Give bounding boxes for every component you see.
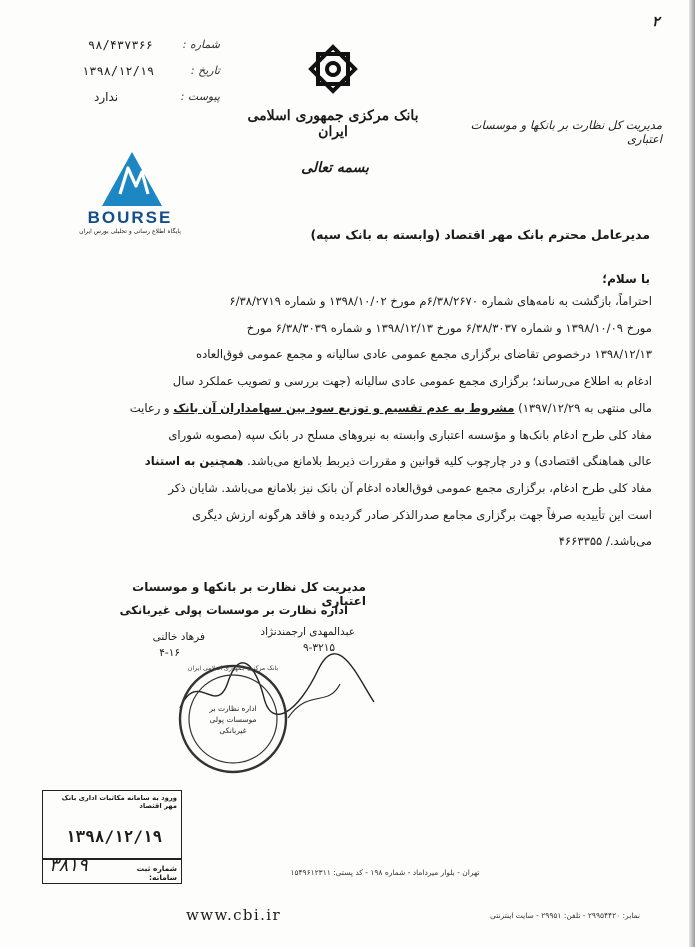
attachment-value: ندارد bbox=[94, 90, 119, 104]
bourse-logo bbox=[70, 150, 190, 240]
signature-office: اداره نظارت بر موسسات پولی غیربانکی bbox=[119, 603, 348, 617]
bourse-caption: پایگاه اطلاع رسانی و تحلیلی بورس ایران bbox=[79, 228, 181, 235]
received-stamp-reg-number: ۳۸۱۹ bbox=[49, 855, 88, 876]
footer-contact: نمابر: ۲۹۹۵۴۴۲۰ - تلفن: ۲۹۹۵۱ - سایت اینترنتی bbox=[489, 911, 640, 920]
signer-1-code: ۹-۳۲۱۵ bbox=[303, 642, 335, 654]
bank-name: بانک مرکزی جمهوری اسلامی ایران bbox=[247, 108, 419, 140]
scan-edge bbox=[689, 0, 695, 947]
body-line: ادغام به اطلاع می‌رساند؛ برگزاری مجمع عمومی عادی سالیانه (جهت بررسی و تصویب عملکرد سال bbox=[172, 374, 652, 389]
letter-meta bbox=[70, 36, 220, 114]
body-segment: مالی منتهی به ۱۳۹۷/۱۲/۲۹) bbox=[514, 400, 652, 415]
body-line bbox=[104, 448, 652, 475]
body-line: مفاد کلی طرح ادغام بانک‌ها و مؤسسه اعتباری وابسته به نیروهای مسلح در بانک سپه (مصوبه شورای bbox=[168, 427, 652, 442]
signer-2-name: فرهاد خالنی bbox=[152, 631, 205, 643]
letter-body bbox=[104, 288, 652, 555]
bourse-word: BOURSE bbox=[87, 208, 173, 227]
signer-2-code: ۴-۱۶ bbox=[159, 647, 180, 659]
body-segment: عالی هماهنگی اقتصادی) و در چارچوب کلیه قوانین و مقررات ذیربط بلامانع می‌باشد. bbox=[243, 454, 652, 469]
body-line bbox=[104, 395, 652, 422]
bismillah: بسمه تعالی bbox=[301, 160, 369, 176]
condition-highlight: مشروط به عدم تقسیم و توزیع سود بین سهامداران آن بانک bbox=[173, 400, 515, 415]
number-label: شماره : bbox=[182, 38, 220, 51]
date-value: ۱۳۹۸/۱۲/۱۹ bbox=[82, 64, 155, 78]
body-line: مورخ ۱۳۹۸/۱۰/۰۹ و شماره ۶/۳۸/۳۰۳۷ مورخ ۱۳۹۸/۱۲/۱۳ و شماره ۶/۳۸/۳۰۳۹ مورخ bbox=[246, 320, 652, 335]
footer-website: www.cbi.ir bbox=[186, 906, 282, 924]
body-line: مفاد کلی طرح ادغام، برگزاری مجمع عمومی فوق‌العاده ادغام آن بانک نیز بلامانع می‌باشد. شایان ذکر bbox=[168, 480, 652, 495]
round-stamp-outer-text: بانک مرکزی جمهوری اسلامی ایران bbox=[187, 665, 279, 672]
signer-1-name: عبدالمهدی ارجمندنژاد bbox=[260, 626, 355, 638]
received-stamp-date: ۱۳۹۸/۱۲/۱۹ bbox=[65, 827, 163, 846]
received-stamp-reg bbox=[42, 855, 182, 884]
date-label: تاریخ : bbox=[190, 64, 220, 77]
page-number: ۲ bbox=[652, 14, 660, 30]
attachment-label: پیوست : bbox=[180, 90, 220, 103]
footer-address: تهران - بلوار میرداماد - شماره ۱۹۸ - کد پستی: ۱۵۴۹۶۱۲۳۱۱ bbox=[290, 868, 480, 877]
round-stamp-inner-text: اداره نظارت بر موسسات پولی غیربانکی bbox=[209, 704, 257, 735]
department-title: مدیریت کل نظارت بر بانکها و موسسات اعتباری bbox=[470, 118, 662, 146]
body-line: ۱۳۹۸/۱۲/۱۳ درخصوص تقاضای برگزاری مجمع عمومی عادی سالیانه و مجمع عمومی فوق‌العاده bbox=[196, 347, 652, 362]
body-segment: و رعایت bbox=[129, 400, 174, 415]
official-round-stamp bbox=[177, 663, 289, 775]
number-value: ۹۸/۴۳۷۳۶۶ bbox=[88, 38, 154, 52]
central-bank-emblem-icon bbox=[308, 44, 358, 94]
bourse-triangle-icon bbox=[100, 150, 164, 208]
body-line: است این تأییدیه صرفاً جهت برگزاری مجامع صدرالذکر صادر گردیده و فاقد هرگونه ارزش دیگری bbox=[192, 507, 652, 522]
received-stamp bbox=[42, 790, 182, 860]
received-stamp-title: ورود به سامانه مکاتبات اداری بانک مهر اقتصاد bbox=[61, 794, 177, 810]
received-stamp-reg-label: شماره ثبت سامانه: bbox=[136, 864, 177, 882]
signature-dept: مدیریت کل نظارت بر بانکها و موسسات اعتباری bbox=[132, 580, 366, 608]
body-line: احتراماً، بازگشت به نامه‌های شماره ۶/۳۸/۲۶۷۰م مورخ ۱۳۹۸/۱۰/۰۲ و شماره ۶/۳۸/۲۷۱۹ bbox=[229, 294, 652, 308]
recipient-line: مدیرعامل محترم بانک مهر اقتصاد (وابسته به بانک سپه) bbox=[310, 227, 650, 242]
salutation: با سلام؛ bbox=[602, 272, 650, 286]
body-line: می‌باشد./ ۴۶۶۳۳۵۵ bbox=[558, 534, 652, 549]
body-emphasis: همچنین به استناد bbox=[144, 454, 244, 469]
